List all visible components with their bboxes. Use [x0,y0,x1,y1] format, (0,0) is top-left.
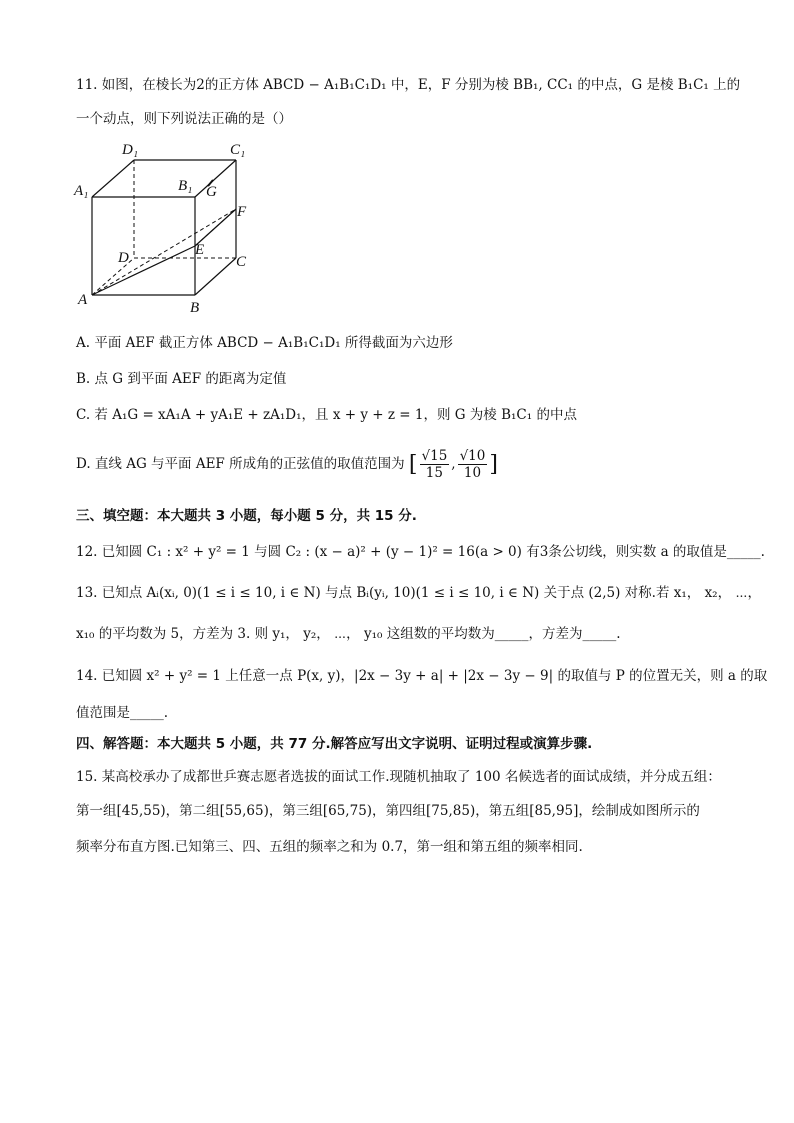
label-B: B [190,300,200,316]
q12-text: 12. 已知圆 C₁ : x² + y² = 1 与圆 C₂ : (x − a)² + (y − 1)² = 16(a > 0) 有3条公切线，则实数 a 的取值是_____. [76,544,765,560]
q15-line3: 频率分布直方图.已知第三、四、五组的频率之和为 0.7，第一组和第五组的频率相同. [76,839,583,855]
label-E: E [195,242,205,258]
label-B1: B₁ [178,178,193,194]
q14-line1: 14. 已知圆 x² + y² = 1 上任意一点 P(x, y)，|2x − 3y + a| + |2x − 3y − 9| 的取值与 P 的位置无关，则 a 的取 [76,668,768,684]
fraction-1: $\frac{√15}{15}$ [421,448,448,481]
label-D1: D₁ [122,142,139,158]
q11-option-d-text: D. 直线 AG 与平面 AEF 所成角的正弦值的取值范围为 [76,456,405,472]
section3-heading: 三、填空题：本大题共 3 小题，每小题 5 分，共 15 分. [76,508,417,524]
label-D: D [118,250,129,266]
label-A: A [78,292,88,308]
q13-line2: x₁₀ 的平均数为 5，方差为 3. 则 y₁， y₂， ⋯， y₁₀ 这组数的平均数为_____，方差为_____. [76,626,621,642]
cube-figure [70,140,260,320]
label-F: F [237,204,247,220]
q11-option-b: B. 点 G 到平面 AEF 的距离为定值 [76,371,287,387]
q13-line1: 13. 已知点 Aᵢ(xᵢ, 0)(1 ≤ i ≤ 10, i ∈ N) 与点 Bᵢ(yᵢ, 10)(1 ≤ i ≤ 10, i ∈ N) 关于点 (2,5) 对称.若 x₁， x₂， ⋯， [76,585,762,601]
label-G: G [206,184,217,200]
q11-stem-line2: 一个动点，则下列说法正确的是（） [76,111,292,127]
q15-line2: 第一组[45,55)，第二组[55,65)，第三组[65,75)，第四组[75,85)，第五组[85,95]，绘制成如图所示的 [76,803,700,819]
q11-stem-line1: 11. 如图，在棱长为2的正方体 ABCD − A₁B₁C₁D₁ 中，E，F 分别为棱 BB₁, CC₁ 的中点，G 是棱 B₁C₁ 上的 [76,77,741,93]
q15-line1: 15. 某高校承办了成都世乒赛志愿者选拔的面试工作.现随机抽取了 100 名候选者的面试成绩，并分成五组： [76,769,721,785]
label-C1: C₁ [230,142,246,158]
q11-option-a: A. 平面 AEF 截正方体 ABCD − A₁B₁C₁D₁ 所得截面为六边形 [76,335,453,351]
fraction-2: $\frac{√10}{10}$ [459,448,486,481]
label-A1: A₁ [74,183,89,199]
q11-option-d: D. 直线 AG 与平面 AEF 所成角的正弦值的取值范围为 [ $\frac{√15}{15}$ , $\frac{√10}{10}$ ] [76,448,498,481]
label-C: C [236,254,247,270]
q11-option-c: C. 若 A₁G = xA₁A + yA₁E + zA₁D₁，且 x + y + z = 1，则 G 为棱 B₁C₁ 的中点 [76,407,577,423]
q14-line2: 值范围是_____. [76,705,169,721]
section4-heading: 四、解答题：本大题共 5 小题，共 77 分.解答应写出文字说明、证明过程或演算步骤. [76,736,593,752]
